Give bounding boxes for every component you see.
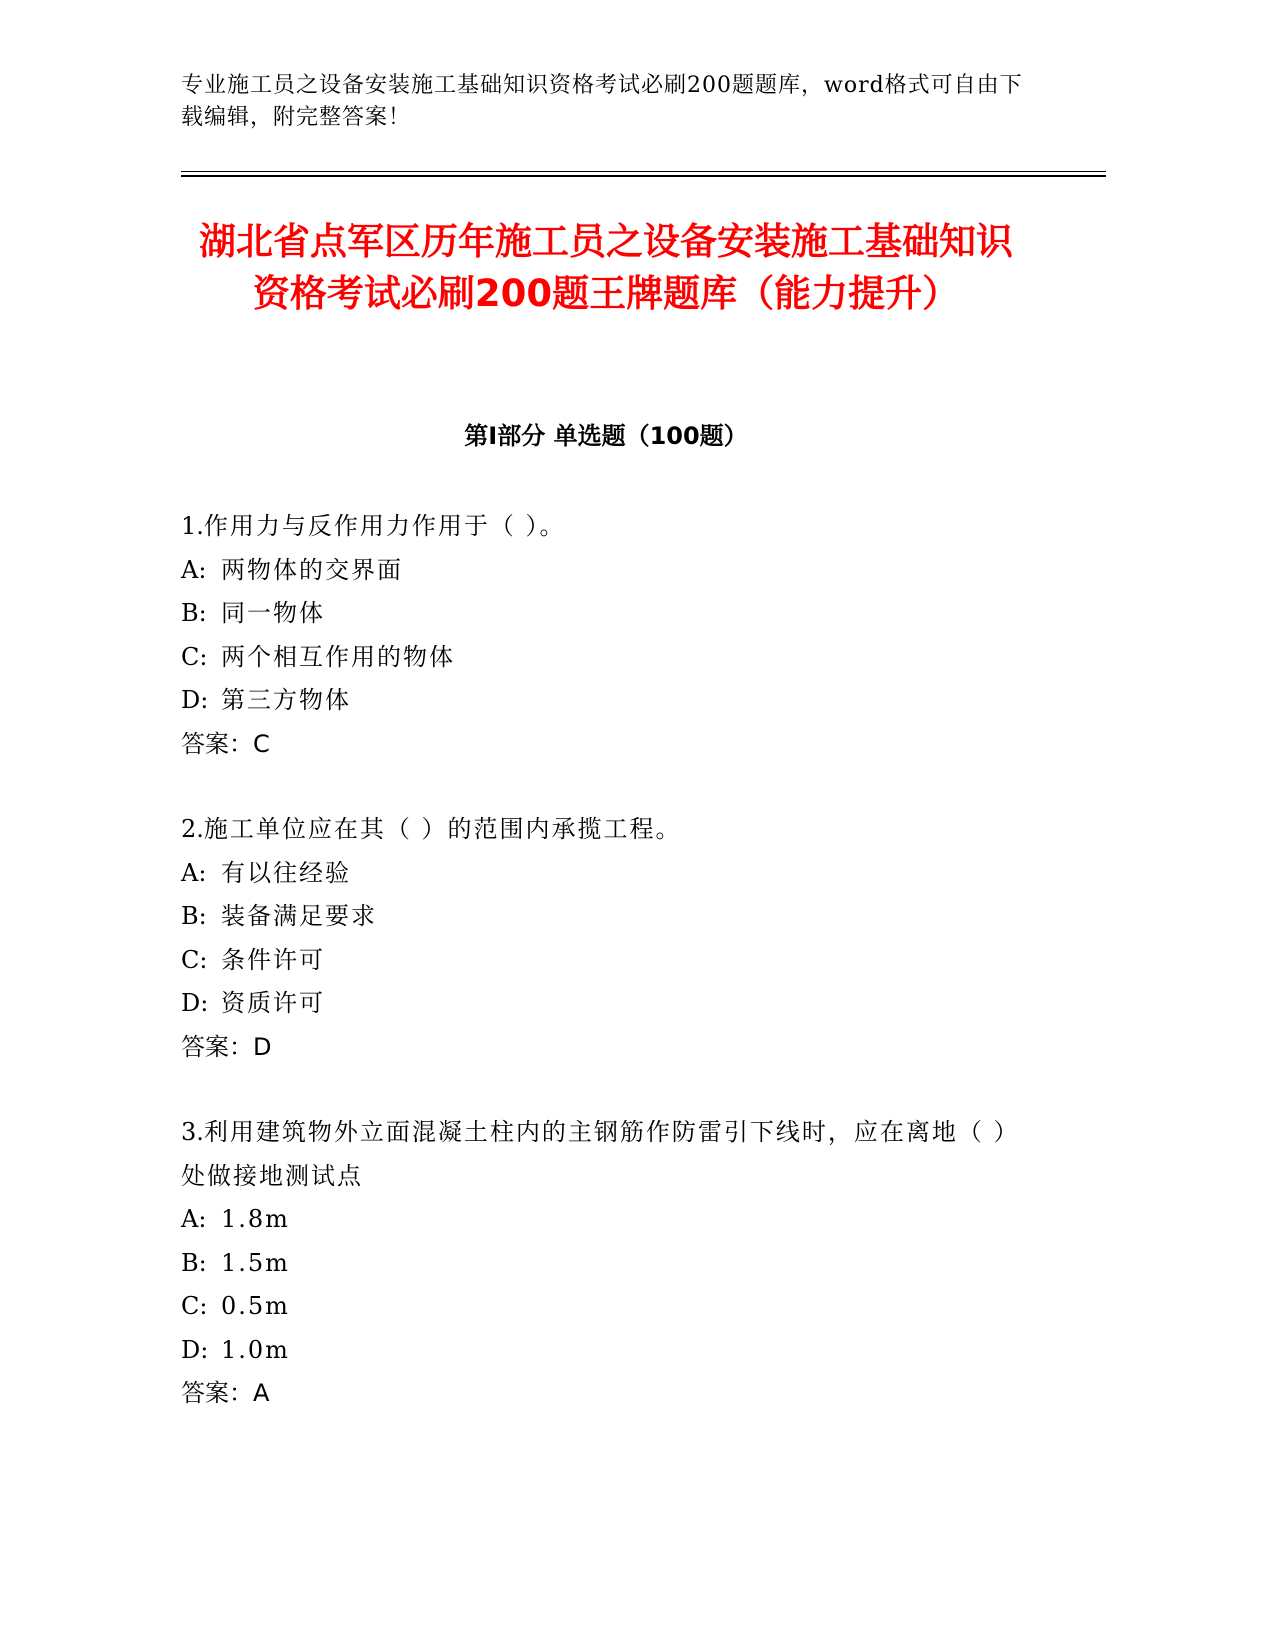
header-divider-thick <box>181 175 1106 177</box>
option-letter: D: <box>181 1335 209 1364</box>
option-letter: A: <box>181 858 207 887</box>
option-letter: D: <box>181 989 209 1017</box>
question-list <box>181 505 1041 1458</box>
option-text: 1.0m <box>221 1335 290 1364</box>
option-d <box>181 982 1041 1026</box>
option-letter: C: <box>181 945 208 974</box>
document-title: 湖北省点军区历年施工员之设备安装施工基础知识资格考试必刷200题王牌题库（能力提升） <box>199 220 1013 315</box>
option-c <box>181 636 1041 680</box>
option-d <box>181 679 1041 723</box>
option-text: 装备满足要求 <box>221 902 377 930</box>
intro-text: 专业施工员之设备安装施工基础知识资格考试必刷200题题库，word格式可自由下载编辑，附完整答案！ <box>181 73 1023 130</box>
option-text: 1.8m <box>221 1205 290 1233</box>
option-text: 同一物体 <box>221 599 325 627</box>
question-number: 3. <box>181 1118 204 1146</box>
option-text: 两个相互作用的物体 <box>221 642 455 671</box>
option-c <box>181 1285 1041 1329</box>
answer-label: 答案： <box>181 729 253 758</box>
question-stem <box>181 1111 1041 1198</box>
option-c <box>181 939 1041 983</box>
question-stem <box>181 808 1041 852</box>
answer-line <box>181 1372 1041 1416</box>
option-text: 两物体的交界面 <box>221 555 403 584</box>
option-letter: B: <box>181 902 207 930</box>
option-text: 第三方物体 <box>221 686 351 714</box>
answer-value: C <box>253 729 270 758</box>
question-number: 1. <box>181 512 204 540</box>
option-letter: B: <box>181 599 207 627</box>
section-heading: 第I部分 单选题（100题） <box>464 422 748 450</box>
option-b <box>181 1242 1041 1286</box>
answer-line <box>181 1026 1041 1070</box>
question-text: 作用力与反作用力作用于（ ）。 <box>203 512 566 540</box>
answer-line <box>181 723 1041 767</box>
option-letter: A: <box>181 555 207 584</box>
option-b <box>181 895 1041 939</box>
question-1 <box>181 505 1041 766</box>
option-b <box>181 592 1041 636</box>
option-a <box>181 1198 1041 1242</box>
header-divider-thin <box>181 171 1106 172</box>
option-d <box>181 1329 1041 1373</box>
option-letter: C: <box>181 1292 208 1320</box>
option-text: 0.5m <box>221 1292 290 1320</box>
answer-value: A <box>253 1379 270 1407</box>
option-text: 1.5m <box>221 1248 290 1277</box>
option-letter: A: <box>181 1205 207 1233</box>
question-number: 2. <box>181 815 204 843</box>
option-a <box>181 549 1041 593</box>
option-text: 资质许可 <box>221 989 325 1017</box>
option-text: 有以往经验 <box>221 858 351 887</box>
option-a <box>181 852 1041 896</box>
question-2 <box>181 808 1041 1069</box>
question-stem <box>181 505 1041 549</box>
option-text: 条件许可 <box>221 945 325 974</box>
question-text: 施工单位应在其（ ）的范围内承揽工程。 <box>203 815 682 843</box>
option-letter: C: <box>181 642 208 671</box>
answer-label: 答案： <box>181 1032 253 1061</box>
question-text: 利用建筑物外立面混凝土柱内的主钢筋作防雷引下线时，应在离地（ ）处做接地测试点 <box>181 1118 1020 1190</box>
option-letter: D: <box>181 686 209 714</box>
option-letter: B: <box>181 1248 207 1277</box>
answer-label: 答案： <box>181 1379 253 1407</box>
question-3 <box>181 1111 1041 1416</box>
answer-value: D <box>253 1032 272 1061</box>
